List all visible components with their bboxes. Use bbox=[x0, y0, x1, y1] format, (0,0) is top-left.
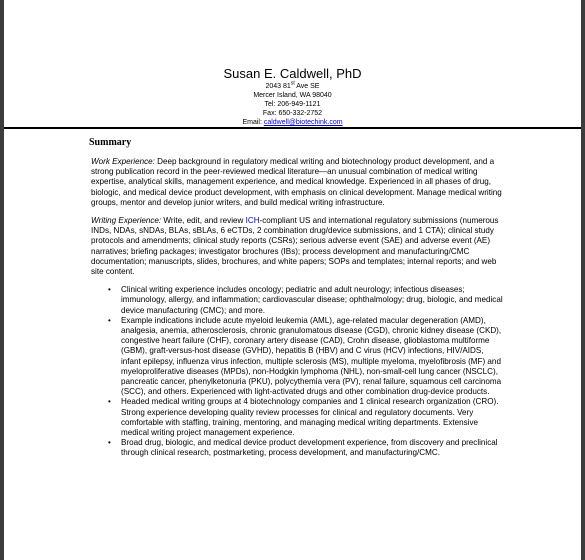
bullet-icon: • bbox=[108, 397, 111, 407]
email-line bbox=[4, 118, 581, 127]
contact-header bbox=[4, 66, 581, 127]
tel-line bbox=[4, 100, 581, 109]
writing-experience-label: Writing Experience: bbox=[91, 216, 162, 226]
email-link[interactable]: caldwell@biotechink.com bbox=[263, 119, 343, 126]
bullet-icon: • bbox=[108, 285, 111, 295]
work-experience-label: Work Experience: bbox=[91, 157, 155, 166]
writing-experience-intro: Write, edit, and review bbox=[161, 216, 246, 226]
candidate-name: Susan E. Caldwell, PhD bbox=[223, 66, 362, 81]
bullet-icon: • bbox=[108, 438, 111, 448]
fax-label: Fax: bbox=[262, 110, 277, 117]
fax-value: 650-332-2752 bbox=[278, 110, 323, 117]
summary-section bbox=[91, 137, 503, 459]
list-item bbox=[108, 285, 503, 316]
list-item bbox=[108, 397, 503, 438]
list-item bbox=[108, 315, 503, 398]
work-experience-paragraph bbox=[91, 157, 503, 208]
bullet-text: Example indications include acute myeloid leukemia (AML), age-related macular degeneration (AMD), analgesia, anemia, atherosclerosis, chronic granulomatous disease (CGD), chronic kidney disease (CKD), congestive heart failure (CHF), coronary artery disease (CAD), Crohn disease, glioblastoma multiforme (GBM), graft-versus-host disease (GVHD), hepatitis B (HBV) and C virus (HCV) infections, HIV/AIDS, infant epilepsy, influenza virus infection, multiple sclerosis (MS), multiple myeloma, myelofibrosis (MF) and myeloproliferative diseases (MPDs), non-Hodgkin lymphoma (NHL), non-small-cell lung cancer (NSCLC), pancreatic cancer, phenylketonuria (PKU), polycythemia vera (PV), renal failure, squamous cell carcinoma (SCC), and others. Experienced with light-activated drugs and other combination drug-device products. bbox=[121, 315, 502, 397]
writing-experience-text: -compliant US and international regulatory submissions (numerous INDs, NDAs, sNDAs, BLAs, sBLAs, 6 eCTDs, 2 combination drug/device submissions, and 1 CTA); clinical study protocols and amendments; clinical study reports (CSRs); serious adverse event (SAE) and adverse event (AE) narratives; briefing packages; investigator brochures (IBs); process development and manufacturing/CMC documentation; manuscripts, slides, brochures, and white papers; SOPs and templates; internal reports; and web site content. bbox=[91, 216, 499, 277]
bullet-text: Broad drug, biologic, and medical device product development experience, from discovery and preclinical through clinical research, postmarketing, process development, and manufacturing/CMC. bbox=[121, 438, 498, 458]
header-divider bbox=[4, 127, 581, 129]
ich-link[interactable]: ICH bbox=[245, 216, 260, 226]
fax-line bbox=[4, 109, 581, 118]
tel-label: Tel: bbox=[264, 101, 276, 108]
writing-experience-paragraph bbox=[91, 216, 503, 277]
bullet-text: Headed medical writing groups at 4 biotechnology companies and 1 clinical research organization (CRO). Strong experience developing quality review processes for clinical and regulatory documents. Very comfortable with staffing, training, mentoring, and managing medical writing departments. Extensive medical writing project management experience. bbox=[121, 397, 499, 438]
email-label: Email: bbox=[242, 119, 262, 126]
bullet-text: Clinical writing experience includes oncology; pediatric and adult neurology; infectious diseases; immunology, allergy, and inflammation; cardiovascular disease; ophthalmology; drug, biologic, and medical device manufacturing (CMC); and more. bbox=[121, 285, 503, 315]
list-item bbox=[108, 438, 503, 458]
summary-heading: Summary bbox=[89, 137, 132, 148]
experience-bullet-list bbox=[91, 285, 503, 458]
address-street: Ave SE bbox=[294, 83, 320, 90]
address-number: 2043 81 bbox=[265, 83, 291, 90]
address-line bbox=[4, 82, 581, 91]
resume-page bbox=[4, 0, 581, 560]
address-suffix: st bbox=[290, 80, 295, 87]
city-line: Mercer Island, WA 98040 bbox=[253, 92, 332, 99]
bullet-icon: • bbox=[108, 315, 111, 325]
tel-value: 206-949-1121 bbox=[277, 101, 321, 108]
work-experience-text: Deep background in regulatory medical writing and biotechnology product development, and a strong publication record in the peer-reviewed medical literature—an unusual combination of medical writing expertise, analytical skills, management experience, and medical knowledge. Experienced in all phases of drug, biologic, and medical device product development, with emphasis on clinical development. Manage medical writing groups, mentor and develop junior writers, and build medical writing infrastructure. bbox=[91, 157, 502, 207]
